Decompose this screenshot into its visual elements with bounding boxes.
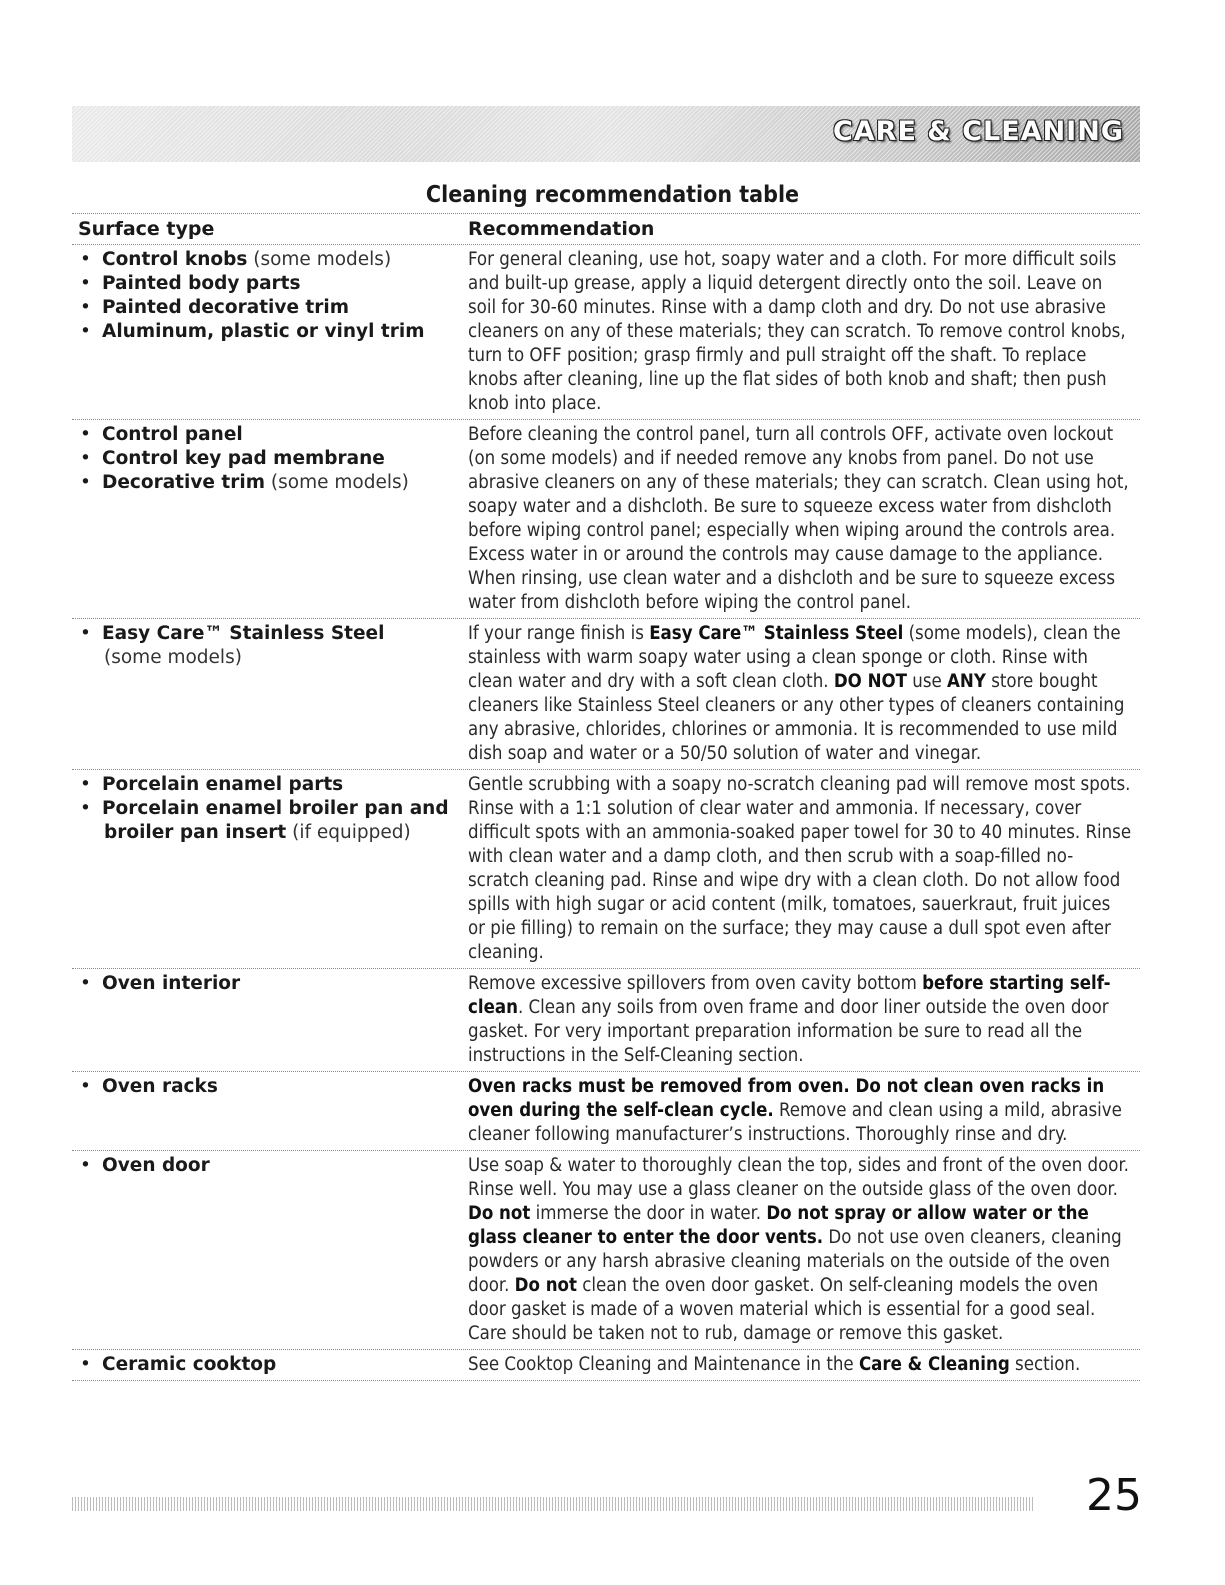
recommendation-text: use (907, 671, 948, 692)
emphasis-text: Care & Cleaning (858, 1354, 1010, 1375)
bullet-icon: • (80, 1076, 91, 1097)
recommendation-text: Remove excessive spillovers from oven cavity bottom (468, 973, 923, 994)
bullet-icon: • (80, 1354, 91, 1375)
surface-list-item (78, 447, 468, 471)
surface-type-cell (72, 423, 468, 615)
recommendation-cell (468, 1154, 1140, 1346)
bullet-icon: • (80, 973, 91, 994)
recommendation-text: immerse the door in water. (530, 1203, 767, 1224)
recommendation-text: If your range finish is (468, 623, 650, 644)
table-row (72, 245, 1140, 420)
bullet-icon: • (80, 1155, 91, 1176)
recommendation-text: Gentle scrubbing with a soapy no-scratch cleaning pad will remove most spots. Rinse with a 1:1 solution of clear water and ammonia. If necessary, cover difficult spots with an ammonia-soaked paper towel for 30 to 40 minutes. Rinse with clean water and a damp cloth, and then scrub with a soap-filled no-scratch cleaning pad. Rinse and wipe dry with a clean cloth. Do not allow food spills with high sugar or acid content (milk, tomatoes, sauerkraut, fruit juices or pie filling) to remain on the surface; they may cause a dull spot even after cleaning. (468, 774, 1132, 963)
surface-name: Porcelain enamel parts (102, 774, 344, 795)
page-number: 25 (1086, 1470, 1142, 1521)
emphasis-text: DO NOT (833, 671, 907, 692)
table-title: Cleaning recommendation table (425, 182, 800, 208)
table-header-row (72, 214, 1140, 245)
surface-type-cell (72, 622, 468, 766)
surface-list-item (78, 1353, 468, 1377)
table-row (72, 1350, 1140, 1381)
bullet-icon: • (80, 321, 91, 342)
surface-list-item (78, 773, 468, 797)
surface-name: Control key pad membrane (102, 448, 385, 469)
surface-qualifier: (some models) (104, 647, 242, 668)
recommendation-text: Remove and clean using a mild, abrasive cleaner following manufacturer’s instructions. Thoroughly rinse and dry. (468, 1100, 1122, 1145)
surface-list-item (78, 272, 468, 296)
section-title: CARE & CLEANING (832, 116, 1124, 147)
surface-name: Aluminum, plastic or vinyl trim (102, 321, 425, 342)
emphasis-text: before starting self-clean (468, 973, 1111, 1018)
surface-qualifier: (some models) (247, 249, 392, 270)
emphasis-text: Do not (468, 1203, 531, 1224)
recommendation-text: Before cleaning the control panel, turn all controls OFF, activate oven lockout (on some models) and if needed remove any knobs from panel. Do not use abrasive cleaners on any of these materials; they can scratch. Clean using hot, soapy water and a dishcloth. Be sure to squeeze excess water from dishcloth before wiping control panel; especially when wiping around the controls area. Excess water in or around the controls may cause damage to the appliance. When rinsing, use clean water and a dishcloth and be sure to squeeze excess water from dishcloth before wiping the control panel. (468, 424, 1129, 613)
recommendation-cell (468, 1353, 1140, 1377)
emphasis-text: Oven racks must be removed from oven. Do not clean oven racks in oven during the self-clean cycle. (468, 1076, 1105, 1121)
footer-band (72, 1497, 1034, 1511)
surface-qualifier: (if equipped) (286, 822, 411, 843)
recommendation-cell (468, 622, 1140, 766)
surface-list-item (78, 1154, 468, 1178)
surface-list-item (78, 471, 468, 495)
surface-list-item (78, 423, 468, 447)
recommendation-cell (468, 1075, 1140, 1147)
surface-name: Painted body parts (102, 273, 301, 294)
table-row (72, 1072, 1140, 1151)
surface-list-item (78, 1075, 468, 1099)
bullet-icon: • (80, 448, 91, 469)
surface-qualifier: (some models) (265, 472, 409, 493)
recommendation-text: Do not use oven cleaners, cleaning powders or any harsh abrasive cleaning materials on the outside of the oven door. (468, 1227, 1122, 1296)
table-body (72, 245, 1140, 1381)
surface-list-item (78, 797, 468, 821)
bullet-icon: • (80, 297, 91, 318)
bullet-icon: • (80, 472, 91, 493)
recommendation-text: (some models), clean the stainless with warm soapy water using a clean sponge or cloth. Rinse with clean water and dry with a soft clean cloth. (468, 623, 1121, 692)
surface-name: Control knobs (102, 249, 248, 270)
surface-continuation (78, 821, 468, 845)
column-header-surface: Surface type (78, 218, 215, 240)
emphasis-text: ANY (947, 671, 986, 692)
recommendation-text: Use soap & water to thoroughly clean the top, sides and front of the oven door. Rinse well. You may use a glass cleaner on the outside glass of the oven door. (468, 1155, 1129, 1200)
bullet-icon: • (80, 798, 91, 819)
surface-list-item (78, 296, 468, 320)
table-row (72, 1151, 1140, 1350)
surface-name: Painted decorative trim (102, 297, 350, 318)
bullet-icon: • (80, 623, 91, 644)
surface-name: Ceramic cooktop (102, 1354, 277, 1375)
recommendation-cell (468, 248, 1140, 416)
surface-type-cell (72, 248, 468, 416)
emphasis-text: Easy Care™ Stainless Steel (649, 623, 904, 644)
bullet-icon: • (80, 424, 91, 445)
surface-list-item (78, 248, 468, 272)
recommendation-text: store bought cleaners like Stainless Steel cleaners or any other types of cleaners containing any abrasive, chlorides, chlorines or ammonia. It is recommended to use mild dish soap and water or a 50/50 solution of water and vinegar. (468, 671, 1125, 764)
recommendation-cell (468, 972, 1140, 1068)
surface-name: Porcelain enamel broiler pan and (102, 798, 449, 819)
recommendation-text: See Cooktop Cleaning and Maintenance in the (468, 1354, 859, 1375)
surface-type-cell (72, 1353, 468, 1377)
surface-list-item (78, 622, 468, 646)
surface-name: Decorative trim (102, 472, 266, 493)
bullet-icon: • (80, 774, 91, 795)
surface-name: Oven racks (102, 1076, 218, 1097)
column-header-recommendation: Recommendation (468, 218, 655, 240)
cleaning-table (72, 213, 1140, 1381)
bullet-icon: • (80, 249, 91, 270)
table-row (72, 619, 1140, 770)
surface-list-item (78, 320, 468, 344)
surface-type-cell (72, 773, 468, 965)
recommendation-text: section. (1009, 1354, 1081, 1375)
surface-continuation (78, 646, 468, 670)
surface-list-item (78, 972, 468, 996)
recommendation-cell (468, 773, 1140, 965)
section-header-band (72, 106, 1140, 162)
table-row (72, 969, 1140, 1072)
recommendation-text: . Clean any soils from oven frame and door liner outside the oven door gasket. For very important preparation information be sure to read all the instructions in the Self-Cleaning section. (468, 997, 1109, 1066)
recommendation-cell (468, 423, 1140, 615)
surface-name: Oven door (102, 1155, 210, 1176)
surface-type-cell (72, 972, 468, 1068)
surface-name: Easy Care™ Stainless Steel (102, 623, 385, 644)
table-row (72, 420, 1140, 619)
surface-type-cell (72, 1075, 468, 1147)
surface-name: Control panel (102, 424, 243, 445)
surface-name: Oven interior (102, 973, 241, 994)
bullet-icon: • (80, 273, 91, 294)
recommendation-text: For general cleaning, use hot, soapy water and a cloth. For more difficult soils and built-up grease, apply a liquid detergent directly onto the soil. Leave on soil for 30-60 minutes. Rinse with a damp cloth and dry. Do not use abrasive cleaners on any of these materials; they can scratch. To remove control knobs, turn to OFF position; grasp firmly and pull straight off the shaft. To replace knobs after cleaning, line up the flat sides of both knob and shaft; then push knob into place. (468, 249, 1126, 414)
surface-name: broiler pan insert (104, 822, 287, 843)
table-row (72, 770, 1140, 969)
emphasis-text: Do not (514, 1275, 577, 1296)
surface-type-cell (72, 1154, 468, 1346)
emphasis-text: Do not spray or allow water or the glass cleaner to enter the door vents. (468, 1203, 1089, 1248)
recommendation-text: clean the oven door gasket. On self-cleaning models the oven door gasket is made of a woven material which is essential for a good seal. Care should be taken not to rub, damage or remove this gasket. (468, 1275, 1099, 1344)
